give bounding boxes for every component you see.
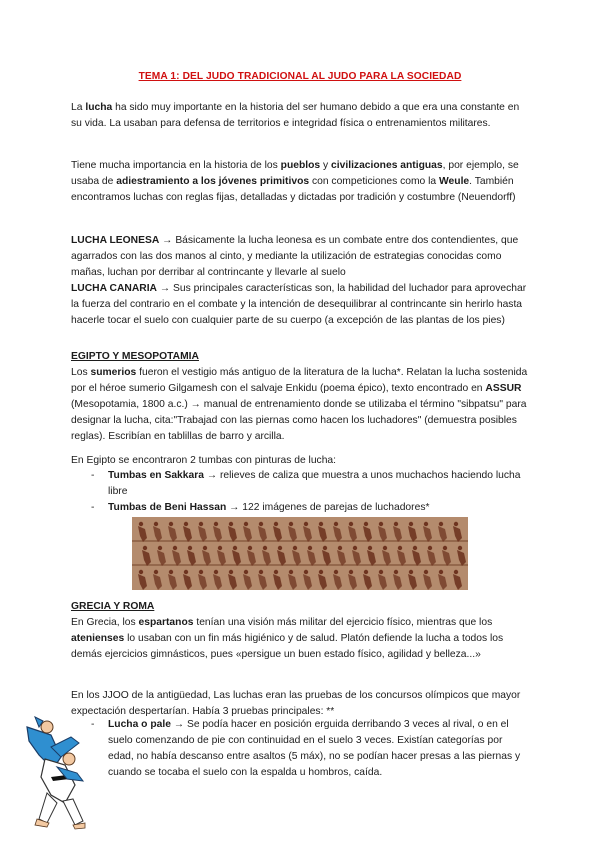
relief-figure-head bbox=[233, 546, 237, 550]
relief-figure-head bbox=[289, 570, 293, 574]
relief-figure-head bbox=[458, 546, 462, 550]
relief-figure-head bbox=[154, 522, 158, 526]
text-run: → Se podía hacer en posición erguida derribando 3 veces al rival, o en el suelo comenzando de pie con continuidad en el suelo 3 veces. Existían categorías por edad, no había descanso entre asaltos (5 máx), no se podían hacer presas a las piernas y cuando se tocaba el suelo con la espalda u hombros, caída. bbox=[108, 719, 521, 778]
text-run: lo usaban con un fin más higiénico y de salud. Platón defiende la lucha a todos los demás ejercicios gimnásticos, pues «persigue un buen estado físico, agilidad y belleza...» bbox=[71, 633, 504, 660]
text-run: → Básicamente la lucha leonesa es un combate entre dos contendientes, que agarrados con las dos manos al cinto, y mediante la utilización de estrategias conocidas como mañas, luchan por derribar al contrincante y llevarle al suelo bbox=[71, 235, 519, 278]
relief-figure-head bbox=[154, 570, 158, 574]
text-run: La bbox=[71, 102, 86, 113]
relief-figure-head bbox=[364, 570, 368, 574]
intro-paragraph-2 bbox=[71, 158, 531, 206]
relief-figure-head bbox=[304, 570, 308, 574]
relief-figure-head bbox=[218, 546, 222, 550]
page-title: TEMA 1: DEL JUDO TRADICIONAL AL JUDO PARA LA SOCIEDAD bbox=[138, 71, 462, 82]
text-run: → 122 imágenes de parejas de luchadores* bbox=[226, 502, 430, 513]
relief-figure-head bbox=[199, 570, 203, 574]
relief-figure-head bbox=[454, 570, 458, 574]
relief-figure-head bbox=[394, 570, 398, 574]
relief-figure-head bbox=[349, 522, 353, 526]
bold-term: atenienses bbox=[71, 633, 125, 644]
relief-figure-head bbox=[173, 546, 177, 550]
relief-figure-head bbox=[259, 522, 263, 526]
relief-figure-head bbox=[334, 522, 338, 526]
relief-figure-head bbox=[274, 570, 278, 574]
relief-figure-head bbox=[143, 546, 147, 550]
relief-figure-head bbox=[409, 522, 413, 526]
relief-figure-head bbox=[383, 546, 387, 550]
grecia-paragraph-2: En los JJOO de la antigüedad, Las luchas eran las pruebas de los concursos olímpicos que mayor expectación despertarían. Había 3 pruebas principales: ** bbox=[71, 690, 521, 717]
list-dash: - bbox=[91, 470, 95, 481]
relief-figure-head bbox=[428, 546, 432, 550]
text-run: y bbox=[320, 160, 332, 171]
lucha-canaria-paragraph bbox=[71, 281, 531, 329]
relief-figure-head bbox=[304, 522, 308, 526]
relief-figure-head bbox=[184, 522, 188, 526]
relief-figure-head bbox=[323, 546, 327, 550]
bold-term: adiestramiento a los jóvenes primitivos bbox=[116, 176, 310, 187]
relief-figure-head bbox=[214, 570, 218, 574]
lucha-leonesa-paragraph bbox=[71, 233, 531, 281]
relief-figure-head bbox=[244, 570, 248, 574]
relief-figure-head bbox=[353, 546, 357, 550]
bold-term: LUCHA CANARIA bbox=[71, 283, 157, 294]
relief-figure-head bbox=[184, 570, 188, 574]
text-run: , por ejemplo, se usaba de bbox=[71, 160, 519, 187]
list-dash: - bbox=[91, 502, 95, 513]
text-run: fueron el vestigio más antiguo de la literatura de la lucha*. Relatan la lucha sostenida por el héroe sumerio Gilgamesh con el salvaje Enkidu (poema épico), texto encontrado en bbox=[71, 367, 528, 394]
relief-figure-head bbox=[413, 546, 417, 550]
relief-figure-head bbox=[199, 522, 203, 526]
relief-figure-head bbox=[188, 546, 192, 550]
bold-term: pueblos bbox=[280, 160, 321, 171]
text-run: con competiciones como la bbox=[309, 176, 440, 187]
relief-figure-head bbox=[319, 570, 323, 574]
bold-term: Tumbas en Sakkara bbox=[108, 470, 204, 481]
grecia-paragraph-1 bbox=[71, 615, 531, 663]
relief-figure-head bbox=[274, 522, 278, 526]
relief-figure-head bbox=[229, 570, 233, 574]
relief-figure-head bbox=[409, 570, 413, 574]
relief-figure-head bbox=[308, 546, 312, 550]
judo-wrestlers-clipart bbox=[17, 707, 89, 842]
relief-figure-head bbox=[169, 522, 173, 526]
relief-figure-head bbox=[349, 570, 353, 574]
text-run: tenían una visión más militar del ejercicio físico, mientras que los bbox=[193, 617, 493, 628]
relief-figure-head bbox=[379, 570, 383, 574]
egipto-paragraph-2: En Egipto se encontraron 2 tumbas con pinturas de lucha: bbox=[71, 455, 337, 466]
relief-figure-head bbox=[203, 546, 207, 550]
bold-term: Tumbas de Beni Hassan bbox=[108, 502, 227, 513]
bold-term: civilizaciones antiguas bbox=[331, 160, 443, 171]
relief-figure-head bbox=[394, 522, 398, 526]
relief-figure-head bbox=[338, 546, 342, 550]
text-run: ha sido muy importante en la historia del ser humano debido a que era una constante en su vida. La usaban para defensa de territorios e integridad física o entrenamientos militares. bbox=[71, 102, 520, 129]
relief-figure-head bbox=[158, 546, 162, 550]
text-run: En Grecia, los bbox=[71, 617, 139, 628]
beni-hassan-relief-image bbox=[132, 517, 468, 590]
relief-figure-head bbox=[368, 546, 372, 550]
relief-figure-head bbox=[424, 522, 428, 526]
relief-figure-head bbox=[139, 570, 143, 574]
relief-figure-head bbox=[248, 546, 252, 550]
bold-term: Lucha o pale bbox=[108, 719, 171, 730]
relief-figure-head bbox=[289, 522, 293, 526]
bold-term: LUCHA LEONESA bbox=[71, 235, 160, 246]
relief-figure-head bbox=[319, 522, 323, 526]
list-dash: - bbox=[91, 719, 95, 730]
relief-figure-head bbox=[263, 546, 267, 550]
egyptian-wrestlers-relief-icon bbox=[132, 517, 468, 590]
intro-paragraph-1 bbox=[71, 100, 531, 132]
relief-figure-head bbox=[379, 522, 383, 526]
relief-figure-head bbox=[398, 546, 402, 550]
bold-term: sumerios bbox=[90, 367, 137, 378]
relief-figure-head bbox=[259, 570, 263, 574]
relief-figure-head bbox=[439, 570, 443, 574]
relief-figure-head bbox=[139, 522, 143, 526]
judo-wrestlers-icon bbox=[17, 707, 89, 837]
section-heading-egipto: EGIPTO Y MESOPOTAMIA bbox=[71, 351, 199, 362]
bold-term: ASSUR bbox=[485, 383, 522, 394]
relief-figure-head bbox=[229, 522, 233, 526]
relief-figure-head bbox=[293, 546, 297, 550]
text-run: → relieves de caliza que muestra a unos muchachos haciendo lucha libre bbox=[108, 470, 521, 497]
text-run: → Sus principales características son, la habilidad del luchador para aprovechar la fuerza del contrario en el combate y la intención de desequilibrar al contrincante sin herirlo hasta hacerle tocar el suelo con cualquier parte de su cuerpo (a excepción de las plantas de los pies) bbox=[71, 283, 527, 326]
relief-figure-head bbox=[439, 522, 443, 526]
relief-figure-head bbox=[334, 570, 338, 574]
relief-figure-head bbox=[443, 546, 447, 550]
relief-figure-head bbox=[424, 570, 428, 574]
bold-term: Weule bbox=[439, 176, 470, 187]
relief-figure-head bbox=[454, 522, 458, 526]
text-run: (Mesopotamia, 1800 a.c.) → manual de entrenamiento donde se utilizaba el término "sibpatsu" para designar la lucha, cita:"Trabajad con las piernas como hacen los luchadores" (demuestra posibles reglas). Escribían en tablillas de barro y arcilla. bbox=[71, 399, 527, 442]
egipto-paragraph-1 bbox=[71, 365, 531, 445]
bold-term: espartanos bbox=[138, 617, 194, 628]
section-heading-grecia: GRECIA Y ROMA bbox=[71, 601, 155, 612]
relief-figure-head bbox=[364, 522, 368, 526]
bold-term: lucha bbox=[85, 102, 113, 113]
relief-figure-head bbox=[214, 522, 218, 526]
relief-figure-head bbox=[278, 546, 282, 550]
text-run: Tiene mucha importancia en la historia de los bbox=[71, 160, 281, 171]
text-run: Los bbox=[71, 367, 91, 378]
relief-figure-head bbox=[169, 570, 173, 574]
text-run: . También encontramos luchas con reglas fijas, detalladas y dictadas por tradición y costumbre (Neuendorff) bbox=[71, 176, 516, 203]
relief-figure-head bbox=[244, 522, 248, 526]
